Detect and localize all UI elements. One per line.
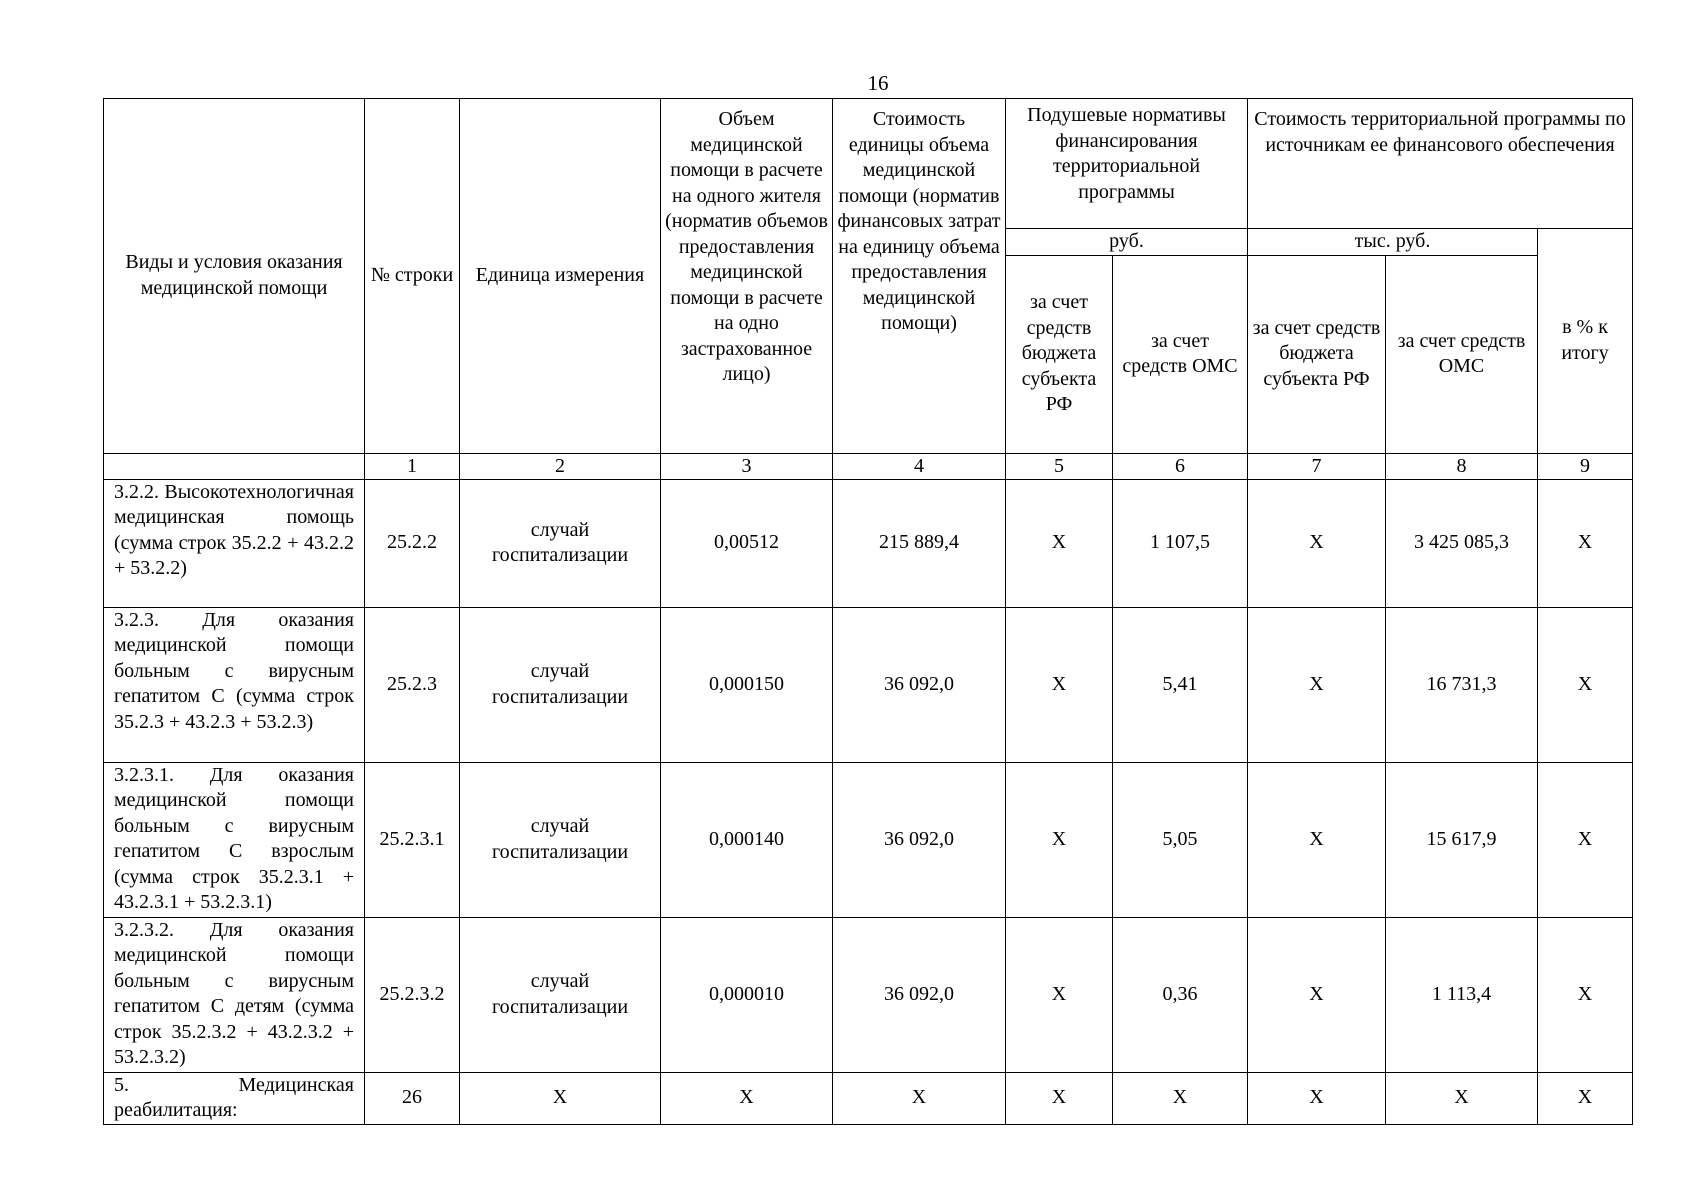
- header-oms-thousand: за счет средств ОМС: [1386, 255, 1538, 453]
- table-row: [104, 917, 1633, 1072]
- header-oms-rub: за счет средств ОМС: [1113, 255, 1248, 453]
- column-number-cell: 9: [1538, 453, 1633, 479]
- header-budget-thousand: за счет средств бюджета субъекта РФ: [1248, 255, 1386, 453]
- row-oms-rub: 1 107,5: [1113, 479, 1248, 607]
- header-percent: в % к итогу: [1538, 229, 1633, 454]
- row-name: 3.2.3. Для оказания медицинской помощи больным с вирусным гепатитом С (сумма строк 35.2.3 + 43.2.3 + 53.2.3): [104, 607, 365, 762]
- row-number: 25.2.3.1: [365, 762, 460, 917]
- row-cost-unit: 36 092,0: [833, 917, 1006, 1072]
- row-volume: Х: [661, 1072, 833, 1124]
- header-unit: Единица измерения: [460, 99, 661, 454]
- row-budget-rub: Х: [1006, 762, 1113, 917]
- column-number-cell: 7: [1248, 453, 1386, 479]
- row-oms-rub: Х: [1113, 1072, 1248, 1124]
- row-number: 25.2.3.2: [365, 917, 460, 1072]
- row-number: 25.2.2: [365, 479, 460, 607]
- column-number-cell: 3: [661, 453, 833, 479]
- row-unit: случай госпитализации: [460, 607, 661, 762]
- row-name: 3.2.3.1. Для оказания медицинской помощи больным с вирусным гепатитом С взрослым (сумма строк 35.2.3.1 + 43.2.3.1 + 53.2.3.1): [104, 762, 365, 917]
- row-percent: Х: [1538, 762, 1633, 917]
- row-volume: 0,000010: [661, 917, 833, 1072]
- row-oms-thousand: 15 617,9: [1386, 762, 1538, 917]
- row-percent: Х: [1538, 1072, 1633, 1124]
- row-percent: Х: [1538, 479, 1633, 607]
- header-group-program-cost: Стоимость территориальной программы по источникам ее финансового обеспечения: [1248, 99, 1633, 229]
- row-cost-unit: 36 092,0: [833, 607, 1006, 762]
- row-oms-thousand: 1 113,4: [1386, 917, 1538, 1072]
- program-cost-table: [103, 98, 1633, 1125]
- column-number-row: [104, 453, 1633, 479]
- row-unit: случай госпитализации: [460, 479, 661, 607]
- row-budget-thousand: Х: [1248, 762, 1386, 917]
- table-row: [104, 1072, 1633, 1124]
- header-unit-thousand-rub: тыс. руб.: [1248, 229, 1538, 256]
- header-budget-rub: за счет средств бюджета субъекта РФ: [1006, 255, 1113, 453]
- row-budget-thousand: Х: [1248, 917, 1386, 1072]
- column-number-cell: [104, 453, 365, 479]
- header-unit-rub: руб.: [1006, 229, 1248, 256]
- column-number-cell: 2: [460, 453, 661, 479]
- row-percent: Х: [1538, 917, 1633, 1072]
- row-budget-rub: Х: [1006, 607, 1113, 762]
- table-row: [104, 607, 1633, 762]
- row-oms-thousand: Х: [1386, 1072, 1538, 1124]
- row-number: 26: [365, 1072, 460, 1124]
- row-unit: Х: [460, 1072, 661, 1124]
- column-number-cell: 1: [365, 453, 460, 479]
- row-name: 5. Медицинская реабилитация:: [104, 1072, 365, 1124]
- row-volume: 0,000150: [661, 607, 833, 762]
- row-budget-rub: Х: [1006, 1072, 1113, 1124]
- row-oms-rub: 5,41: [1113, 607, 1248, 762]
- row-percent: Х: [1538, 607, 1633, 762]
- row-cost-unit: 36 092,0: [833, 762, 1006, 917]
- row-volume: 0,000140: [661, 762, 833, 917]
- row-budget-thousand: Х: [1248, 479, 1386, 607]
- row-name: 3.2.3.2. Для оказания медицинской помощи больным с вирусным гепатитом С детям (сумма строк 35.2.3.2 + 43.2.3.2 + 53.2.3.2): [104, 917, 365, 1072]
- header-group-per-capita: Подушевые нормативы финансирования территориальной программы: [1006, 99, 1248, 229]
- table-row: [104, 479, 1633, 607]
- row-budget-rub: Х: [1006, 917, 1113, 1072]
- column-number-cell: 5: [1006, 453, 1113, 479]
- row-oms-rub: 0,36: [1113, 917, 1248, 1072]
- header-row-1: [104, 99, 1633, 229]
- row-oms-rub: 5,05: [1113, 762, 1248, 917]
- page-number: 16: [867, 71, 889, 95]
- header-kind: Виды и условия оказания медицинской помощи: [104, 99, 365, 454]
- row-cost-unit: Х: [833, 1072, 1006, 1124]
- row-budget-rub: Х: [1006, 479, 1113, 607]
- row-oms-thousand: 3 425 085,3: [1386, 479, 1538, 607]
- row-oms-thousand: 16 731,3: [1386, 607, 1538, 762]
- row-unit: случай госпитализации: [460, 917, 661, 1072]
- row-unit: случай госпитализации: [460, 762, 661, 917]
- header-row-no: № строки: [365, 99, 460, 454]
- row-budget-thousand: Х: [1248, 607, 1386, 762]
- header-volume: Объем медицинской помощи в расчете на одного жителя (норматив объемов предоставления медицинской помощи в расчете на одно застрахованное лицо): [661, 99, 833, 454]
- column-number-cell: 8: [1386, 453, 1538, 479]
- row-number: 25.2.3: [365, 607, 460, 762]
- row-cost-unit: 215 889,4: [833, 479, 1006, 607]
- row-volume: 0,00512: [661, 479, 833, 607]
- row-name: 3.2.2. Высокотехнологичная медицинская помощь (сумма строк 35.2.2 + 43.2.2 + 53.2.2): [104, 479, 365, 607]
- header-cost-unit: Стоимость единицы объема медицинской помощи (норматив финансовых затрат на единицу объема предоставления медицинской помощи): [833, 99, 1006, 454]
- row-budget-thousand: Х: [1248, 1072, 1386, 1124]
- table-row: [104, 762, 1633, 917]
- column-number-cell: 4: [833, 453, 1006, 479]
- column-number-cell: 6: [1113, 453, 1248, 479]
